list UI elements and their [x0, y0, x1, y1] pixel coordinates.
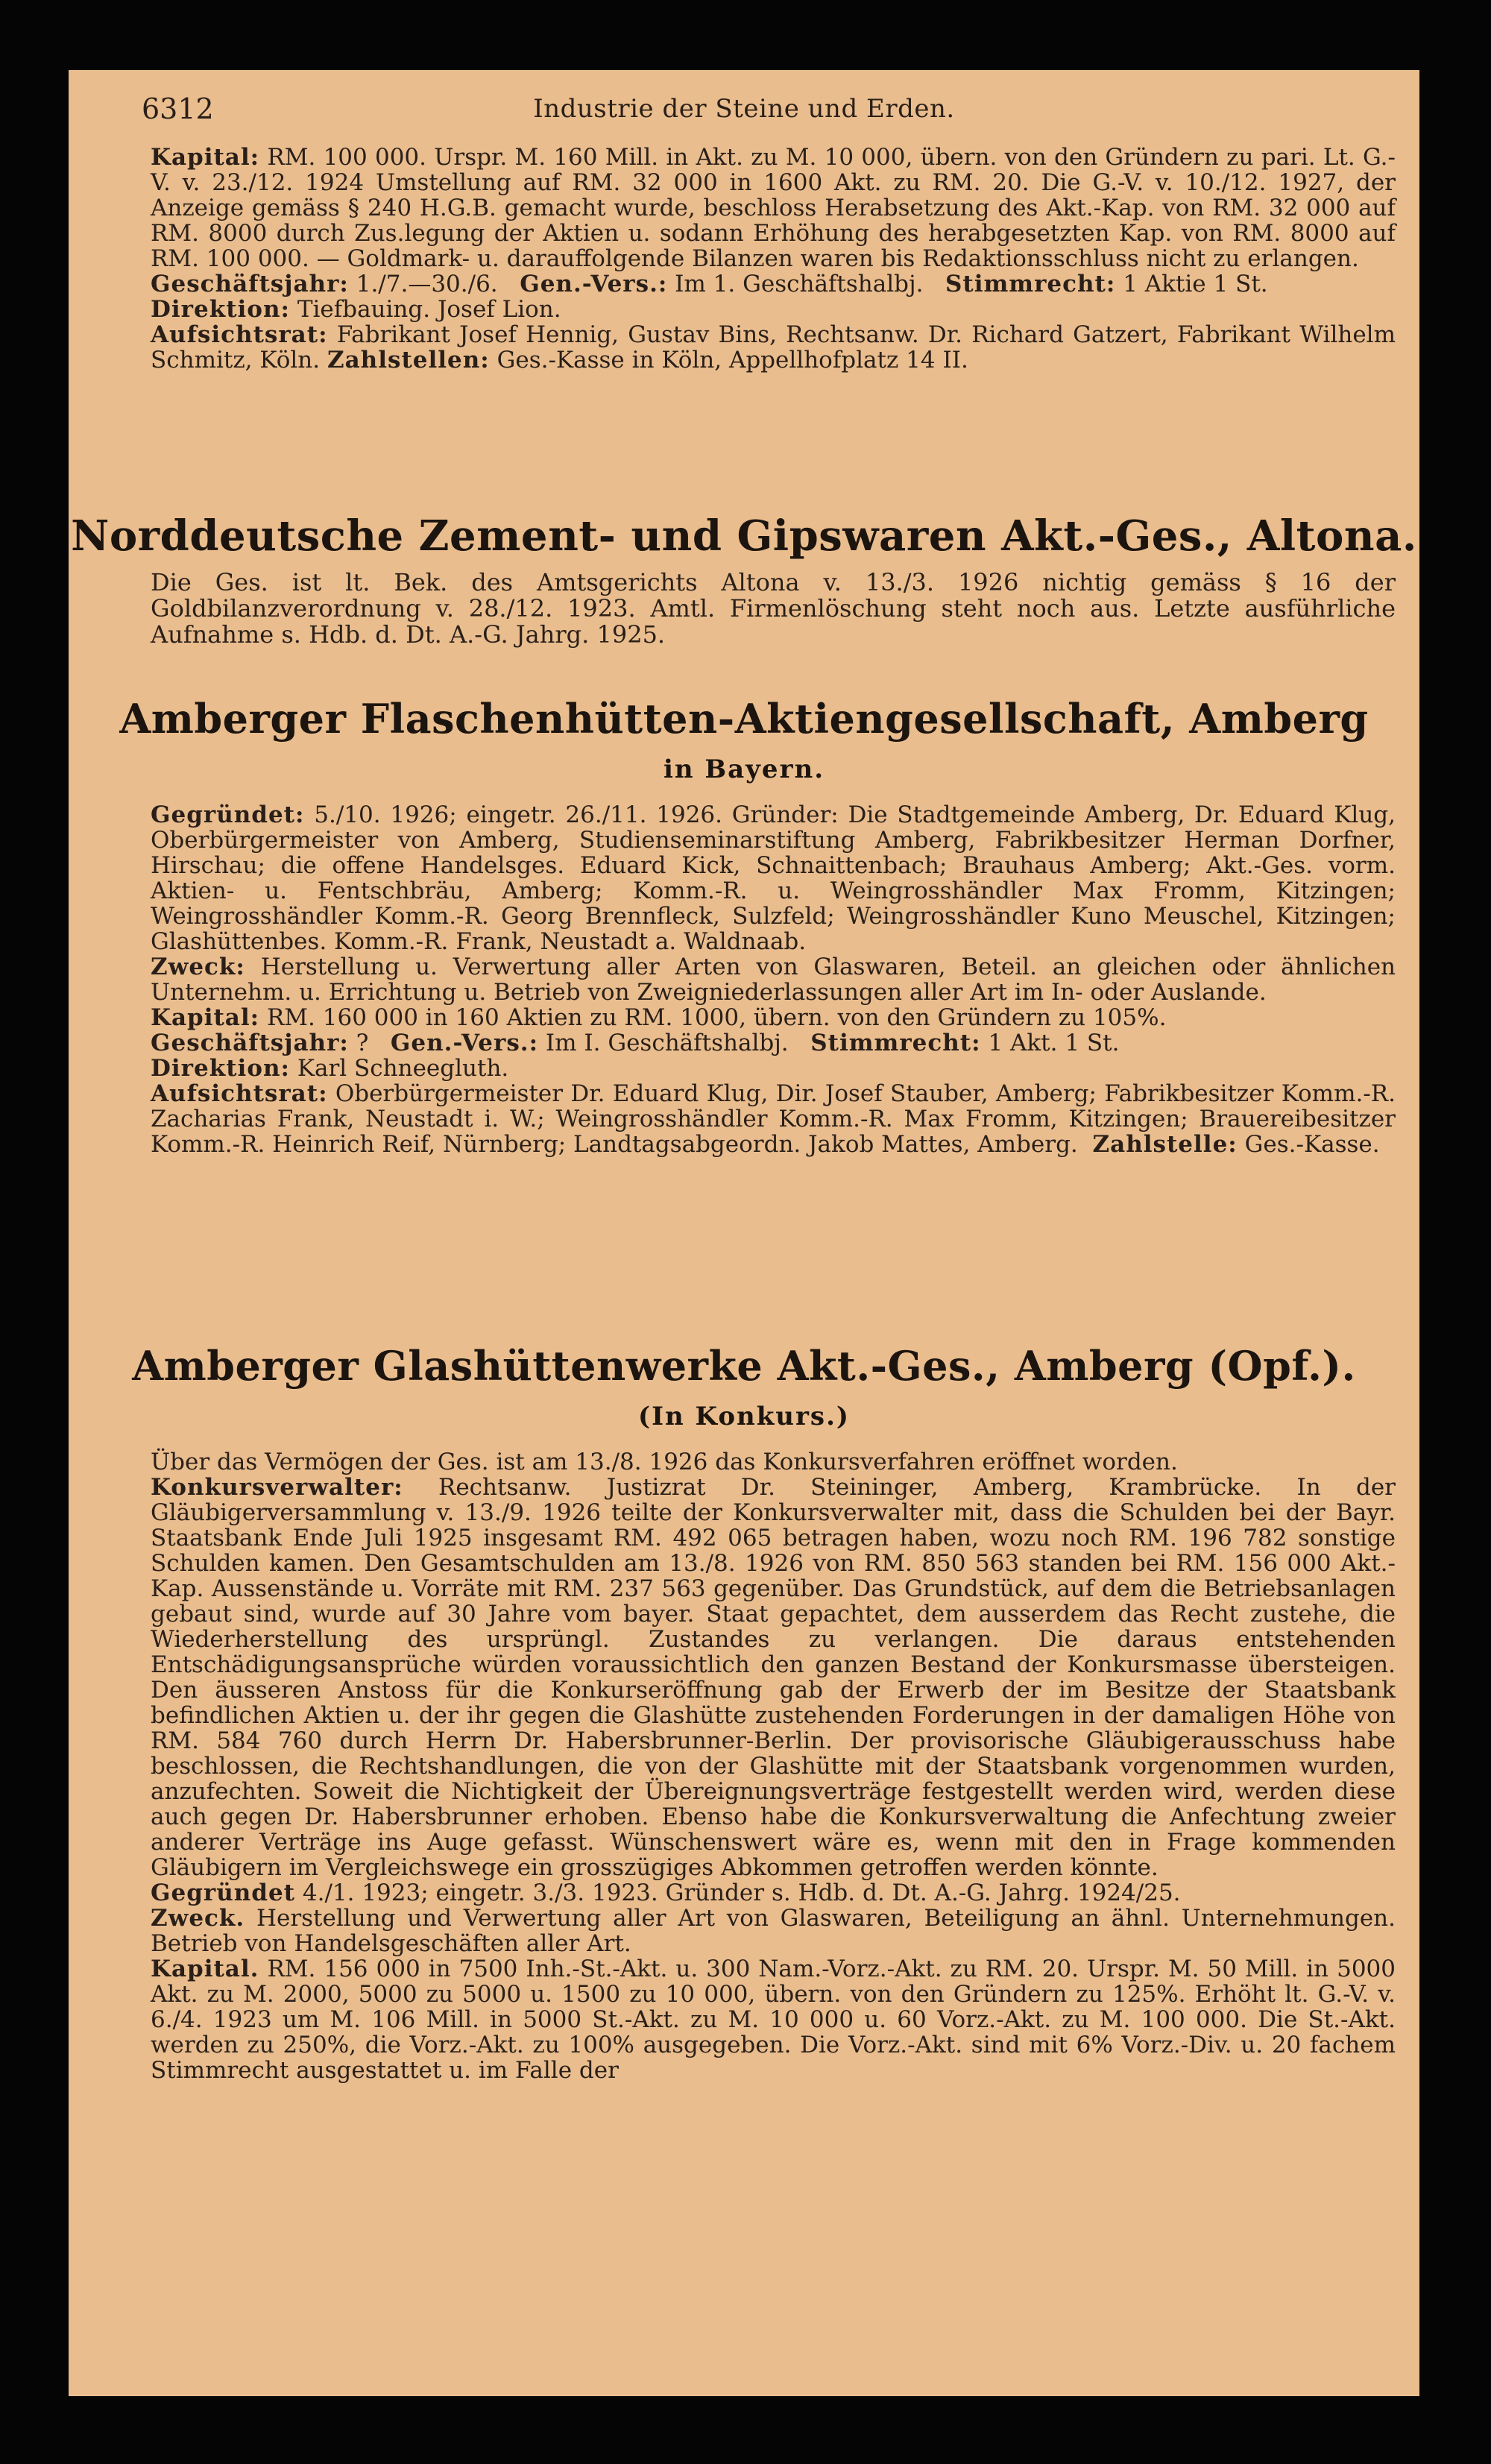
genvers-text: Im 1. Geschäftshalbj.: [675, 271, 924, 297]
gegruendet-label: Gegründet: [151, 1879, 296, 1906]
direktion-label: Direktion:: [151, 296, 290, 323]
aufsichtsrat-label: Aufsichtsrat:: [151, 1080, 328, 1107]
entry4-subtitle: (In Konkurs.): [637, 1402, 850, 1431]
zahlstellen-label: Zahlstellen:: [327, 347, 490, 374]
konkursverwalter-text: Rechtsanw. Justizrat Dr. Steininger, Amberg, Krambrücke. In der Gläubigerversammlung v. 13./9. 1926 teilte der Konkursverwalter mit, dass die Schulden bei der Bayr. Staatsbank Ende Juli 1925 insgesamt RM. 492 065 betragen haben, wozu noch RM. 196 782 sonstige Schulden kamen. Den Gesamtschulden am 13./8. 1926 von RM. 850 563 standen bei RM. 156 000 Akt.-Kap. Aussenstände u. Vorräte mit RM. 237 563 gegenüber. Das Grundstück, auf dem die Betriebsanlagen gebaut sind, wurde auf 30 Jahre vom bayer. Staat gepachtet, dem ausserdem das Recht zustehe, die Wiederherstellung des ursprüngl. Zustandes zu verlangen. Die daraus entstehenden Entschädigungsansprüche würden voraussichtlich den ganzen Bestand der Konkursmasse übersteigen. Den äusseren Anstoss für die Konkurseröffnung gab der Erwerb der im Besitze der Staatsbank befindlichen Aktien u. der ihr gegen die Glashütte zustehenden Forderungen in der damaligen Höhe von RM. 584 760 durch Herrn Dr. Habersbrunner-Berlin. Der provisorische Gläubigerausschuss habe beschlossen, die Rechtshandlungen, die von der Glashütte mit der Staatsbank vorgenommen wurden, anzufechten. Soweit die Nichtigkeit der Übereignungsverträge festgestellt werden wird, werden diese auch gegen Dr. Habersbrunner erhoben. Ebenso habe die Konkursverwaltung die Anfechtung zweier anderer Verträge ins Auge gefasst. Wünschenswert wäre es, wenn mit den in Frage kommenden Gläubigern im Vergleichswege ein grosszügiges Abkommen getroffen werden könnte.: [151, 1474, 1396, 1881]
genvers-label: Gen.-Vers.:: [390, 1030, 539, 1056]
entry4-block: [151, 1449, 1396, 2083]
entry3-block: [151, 802, 1396, 1157]
kapital-label: Kapital:: [151, 144, 260, 171]
intro-text: Über das Vermögen der Ges. ist am 13./8. 1926 das Konkursverfahren eröffnet worden.: [151, 1449, 1178, 1475]
kapital-text: RM. 156 000 in 7500 Inh.-St.-Akt. u. 300 Nam.-Vorz.-Akt. zu RM. 20. Urspr. M. 50 Mill. in 5000 Akt. zu M. 2000, 5000 zu 5000 u. 1500 zu 10 000, übern. von den Gründern zu 125%. Erhöht lt. G.-V. v. 6./4. 1923 um M. 106 Mill. in 5000 St.-Akt. zu M. 10 000 u. 60 Vorz.-Akt. zu M. 100 000. Die St.-Akt. werden zu 250%, die Vorz.-Akt. zu 100% ausgegeben. Die Vorz.-Akt. sind mit 6% Vorz.-Div. u. 20 fachem Stimmrecht ausgestattet u. im Falle der: [151, 1956, 1396, 2084]
entry3-subtitle: in Bayern.: [663, 754, 825, 784]
genvers-text: Im I. Geschäftshalbj.: [545, 1030, 789, 1056]
direktion-text: Karl Schneegluth.: [297, 1055, 509, 1082]
zweck-text: Herstellung und Verwertung aller Art von Glaswaren, Beteiligung an ähnl. Unternehmungen. Betrieb von Handelsgeschäften aller Art.: [151, 1905, 1396, 1957]
geschaeftsjahr-text: ?: [356, 1030, 369, 1056]
entry1-block: [151, 145, 1396, 373]
entry3-title: Amberger Flaschenhütten-Aktiengesellschaft, Amberg: [119, 695, 1369, 743]
kapital-text: RM. 100 000. Urspr. M. 160 Mill. in Akt. zu M. 10 000, übern. von den Gründern zu pari. Lt. G.-V. v. 23./12. 1924 Umstellung auf RM. 32 000 in 1600 Akt. zu RM. 20. Die G.-V. v. 10./12. 1927, der Anzeige gemäss § 240 H.G.B. gemacht wurde, beschloss Herabsetzung des Akt.-Kap. von RM. 32 000 auf RM. 8000 durch Zus.legung der Aktien u. sodann Erhöhung des herabgesetzten Kap. von RM. 8000 auf RM. 100 000. — Goldmark- u. darauffolgende Bilanzen waren bis Redaktionsschluss nicht zu erlangen.: [151, 144, 1396, 272]
aufsichtsrat-text: Oberbürgermeister Dr. Eduard Klug, Dir. Josef Stauber, Amberg; Fabrikbesitzer Komm.-R. Zacharias Frank, Neustadt i. W.; Weingrosshändler Komm.-R. Max Fromm, Kitzingen; Brauereibesitzer Komm.-R. Heinrich Reif, Nürnberg; Landtagsabgeordn. Jakob Mattes, Amberg.: [151, 1080, 1396, 1158]
zweck-label: Zweck:: [151, 954, 245, 980]
entry2-text: Die Ges. ist lt. Bek. des Amtsgerichts Altona v. 13./3. 1926 nichtig gemäss § 16 der Goldbilanzverordnung v. 28./12. 1923. Amtl. Firmenlöschung steht noch aus. Letzte ausführliche Aufnahme s. Hdb. d. Dt. A.-G. Jahrg. 1925.: [151, 568, 1396, 649]
running-title: Industrie der Steine und Erden.: [533, 94, 955, 124]
konkursverwalter-label: Konkursverwalter:: [151, 1474, 403, 1501]
page-number: 6312: [142, 92, 214, 125]
entry4-title: Amberger Glashüttenwerke Akt.-Ges., Amberg (Opf.).: [132, 1342, 1356, 1390]
direktion-label: Direktion:: [151, 1055, 290, 1082]
aufsichtsrat-label: Aufsichtsrat:: [151, 321, 328, 348]
gegruendet-text: 5./10. 1926; eingetr. 26./11. 1926. Gründer: Die Stadtgemeinde Amberg, Dr. Eduard Klug, Oberbürgermeister von Amberg, Studienseminarstiftung Amberg, Fabrikbesitzer Herman Dorfner, Hirschau; die offene Handelsges. Eduard Kick, Schnaittenbach; Brauhaus Amberg; Akt.-Ges. vorm. Aktien- u. Fentschbräu, Amberg; Komm.-R. u. Weingrosshändler Max Fromm, Kitzingen; Weingrosshändler Komm.-R. Georg Brennfleck, Sulzfeld; Weingrosshändler Kuno Meuschel, Kitzingen; Glashüttenbes. Komm.-R. Frank, Neustadt a. Waldnaab.: [151, 801, 1396, 955]
kapital-text: RM. 160 000 in 160 Aktien zu RM. 1000, übern. von den Gründern zu 105%.: [266, 1004, 1167, 1031]
zweck-label: Zweck.: [151, 1905, 245, 1932]
kapital-label: Kapital:: [151, 1004, 260, 1031]
direktion-text: Tiefbauing. Josef Lion.: [297, 296, 561, 323]
zweck-text: Herstellung u. Verwertung aller Arten von Glaswaren, Beteil. an gleichen oder ähnlichen Unternehm. u. Errichtung u. Betrieb von Zweigniederlassungen aller Art im In- oder Auslande.: [151, 954, 1396, 1006]
gegruendet-label: Gegründet:: [151, 801, 305, 828]
genvers-label: Gen.-Vers.:: [520, 271, 668, 297]
scanned-page: [69, 70, 1419, 2396]
geschaeftsjahr-label: Geschäftsjahr:: [151, 1030, 349, 1056]
aufsichtsrat-text: Fabrikant Josef Hennig, Gustav Bins, Rechtsanw. Dr. Richard Gatzert, Fabrikant Wilhelm Schmitz, Köln.: [151, 321, 1396, 374]
geschaeftsjahr-label: Geschäftsjahr:: [151, 271, 349, 297]
stimmrecht-label: Stimmrecht:: [810, 1030, 981, 1056]
kapital-label: Kapital.: [151, 1956, 259, 1982]
stimmrecht-label: Stimmrecht:: [945, 271, 1116, 297]
entry2-title: Norddeutsche Zement- und Gipswaren Akt.-Ges., Altona.: [71, 511, 1417, 561]
zahlstelle-text: Ges.-Kasse.: [1244, 1131, 1380, 1158]
zahlstelle-label: Zahlstelle:: [1092, 1131, 1238, 1158]
stimmrecht-text: 1 Akt. 1 St.: [988, 1030, 1120, 1056]
stimmrecht-text: 1 Aktie 1 St.: [1123, 271, 1268, 297]
zahlstellen-text: Ges.-Kasse in Köln, Appellhofplatz 14 II.: [497, 347, 968, 374]
gegruendet-text: 4./1. 1923; eingetr. 3./3. 1923. Gründer s. Hdb. d. Dt. A.-G. Jahrg. 1924/25.: [302, 1879, 1181, 1906]
geschaeftsjahr-text: 1./7.—30./6.: [356, 271, 498, 297]
